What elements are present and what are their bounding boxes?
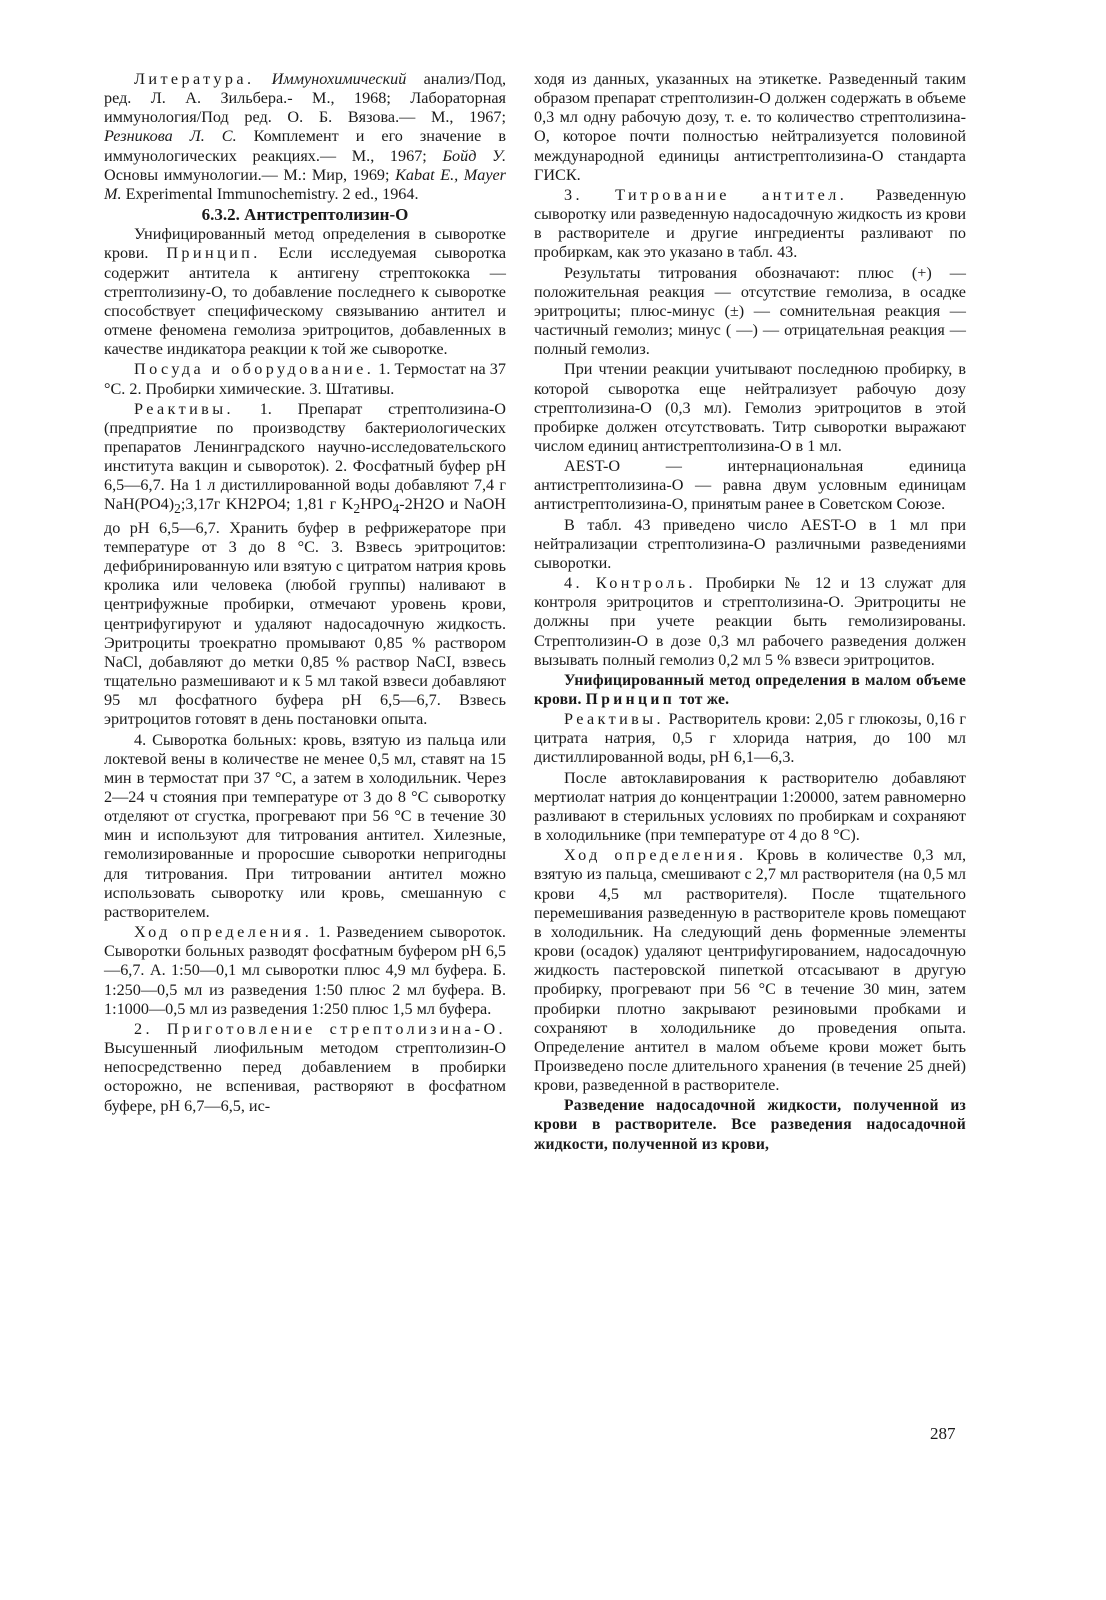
dilution-heading: Разведение надосадочной жидкости, полученной из крови в растворителе. Все разведения надосадочной жидкости, полученной из крови, <box>534 1097 966 1153</box>
literature-paragraph: Литература. Иммунохимический анализ/Под, ред. Л. А. Зильбера.- М., 1968; Лабораторная иммунология/Под ред. О. Б. Вязова.— М., 1967; Резникова Л. С. Комплемент и его значение в иммунологических реакциях.— М., 1967; Бойд У. Основы иммунологии.— М.: Мир, 1969; Kabat E., Mayer M. Experimental Immunochemistry. 2 ed., 1964. <box>104 70 507 203</box>
preparation-paragraph: 2. Приготовление стрептолизина-О. Высушенный лиофильным методом стрептолизин-О непосредственно перед добавлением в пробирки осторожно, не вспенивая, растворяют в фосфатном буфере, рН 6,7—6,5, ис- <box>104 1019 506 1115</box>
reagents-paragraph: Реактивы. 1. Препарат стрептолизина-О (предприятие по производству бактериологических препаратов Ленинградского научно-исследовательского института вакцин и сывороток). 2. Фосфатный буфер рН 6,5—6,7. На 1 л дистиллированной воды добавляют 7,4 г $NaH(PO4)_2;3,17г$ KH2PO4; 1,81 г $K_2HPO_4-2H2O$ и NaOH до рН 6,5—6,7. Хранить буфер в рефрижераторе при температуре от 3 до 8 °С. 3. Взвесь эритроцитов: дефибринированную или взятую с цитратом натрия кровь кролика или человека (любой группы) наливают в центрифужные пробирки, отмечают уровень крови, центрифугируют и удаляют надосадочную жидкость. Эритроциты троекратно промывают 0,85 % раствором NaCl, добавляют до метки 0,85 % раствор NaCI, взвесь тщательно размешивают и к 5 мл такой взвеси добавляют 95 мл фосфатного буфера рН 6,5—6,7. Взвесь эритроцитов готовят в день постановки опыта. <box>104 399 506 729</box>
aest-paragraph: AEST-O — интернациональная единица антистрептолизина-О — равна двум условным единицам антистрептолизина-О, принятым ранее в Советском Союзе. <box>534 457 966 514</box>
page-number: 287 <box>930 1424 956 1443</box>
small-volume-procedure-paragraph: Ход определения. Кровь в количестве 0,3 мл, взятую из пальца, смешивают с 2,7 мл растворителя (на 0,5 мл крови 4,5 мл растворителя). После тщательного перемешивания разведенную в растворителе кровь помещают в холодильник. На следующий день форменные элементы крови (осадок) удаляют центрифугированием, надосадочную жидкость пастеровской пипеткой отсасывают в другую пробирку, прогревают при 56 °С в течение 30 мин, затем пробирки плотно закрывают резиновыми пробками и сохраняют в холодильнике до проведения опыта. Определение антител в малом объеме крови может быть Произведено после длительного хранения (в течение 25 дней) крови, разведенной в растворителе. <box>534 846 967 1095</box>
results-paragraph: Результаты титрования обозначают: плюс (+) — положительная реакция — отсутствие гемолиза, в осадке эритроциты; плюс-минус (±) — сомнительная реакция — частичный гемолиз; минус ( —) — отрицательная реакция — полный гемолиз. <box>534 263 966 359</box>
section-heading: 6.3.2. Антистрептолизин-О <box>201 205 409 225</box>
equipment-paragraph: Посуда и оборудование. 1. Термостат на 37 °С. 2. Пробирки химические. 3. Штативы. <box>104 360 506 398</box>
solvent-paragraph: Реактивы. Растворитель крови: 2,05 г глюкозы, 0,16 г цитрата натрия, 0,5 г хлорида натрия, до 100 мл дистиллированной воды, рН 6,1—6,3. <box>534 710 966 767</box>
autoclave-paragraph: После автоклавирования к растворителю добавляют мертиолат натрия до концентрации 1:20000, затем равномерно разливают в стерильных условиях по пробиркам и сохраняют в холодильнике (при температуре от 4 до 8 °С). <box>534 768 966 845</box>
principle-paragraph: Унифицированный метод определения в сыворотке крови. Принцип. Если исследуемая сыворотка содержит антитела к антигену стрептококка — стрептолизину-О, то добавление последнего к сыворотке способствует специфическому связыванию антител и отмене феномена гемолиза эритроцитов, добавленных в качестве индикатора реакции к той же сыворотке. <box>104 225 507 359</box>
table-reference-paragraph: В табл. 43 приведено число AEST-O в 1 мл при нейтрализации стрептолизина-О различными разведениями сыворотки. <box>534 515 966 572</box>
control-paragraph: 4. Контроль. Пробирки № 12 и 13 служат для контроля эритроцитов и стрептолизина-О. Эритроциты не должны при учете реакции быть гемолизированы. Стрептолизин-О в дозе 0,3 мл рабочего разведения должен вызывать полный гемолиз 0,2 мл 5 % взвеси эритроцитов. <box>534 574 966 669</box>
serum-paragraph: 4. Сыворотка больных: кровь, взятую из пальца или локтевой вены в количестве не менее 0,5 мл, ставят на 15 мин в термостат при 37 °С, а затем в холодильник. Через 2—24 ч стояния при температуре от 3 до 8 °С сыворотку отделяют от сгустка, прогревают при 56 °С в течение 30 мин и используют для титрования антител. Хилезные, гемолизированные и проросшие сыворотки непригодны для титрования. При титровании антител можно использовать сыворотку или кровь, смешанную с растворителем. <box>104 730 506 921</box>
left-column <box>104 70 506 1117</box>
right-column <box>534 70 966 1155</box>
small-volume-heading: Унифицированный метод определения в малом объеме крови. Принцип тот же. <box>534 671 966 708</box>
continuation-paragraph: ходя из данных, указанных на этикетке. Разведенный таким образом препарат стрептолизин-О должен содержать в объеме 0,3 мл одну рабочую дозу, т. е. то количество стрептолизина-О, которое почти полностью нейтрализуется половиной международной единицы антистрептолизина-О стандарта ГИСК. <box>534 70 966 184</box>
titration-paragraph: 3. Титрование антител. Разведенную сыворотку или разведенную надосадочную жидкость из крови в растворителе и другие ингредиенты разливают по пробиркам, как это указано в табл. 43. <box>534 185 967 262</box>
procedure-paragraph: Ход определения. 1. Разведением сывороток. Сыворотки больных разводят фосфатным буфером рН 6,5—6,7. А. 1:50—0,1 мл сыворотки плюс 4,9 мл буфера. Б. 1:250—0,5 мл из разведения 1:50 плюс 2 мл буфера. В. 1:1000—0,5 мл из разведения 1:250 плюс 1,5 мл буфера. <box>104 923 506 1018</box>
reading-paragraph: При чтении реакции учитывают последнюю пробирку, в которой сыворотка еще нейтрализует рабочую дозу стрептолизина-О (0,3 мл). Гемолиз эритроцитов в этой пробирке должен отсутствовать. Титр сыворотки выражают числом единиц антистрептолизина-О в 1 мл. <box>534 360 966 455</box>
